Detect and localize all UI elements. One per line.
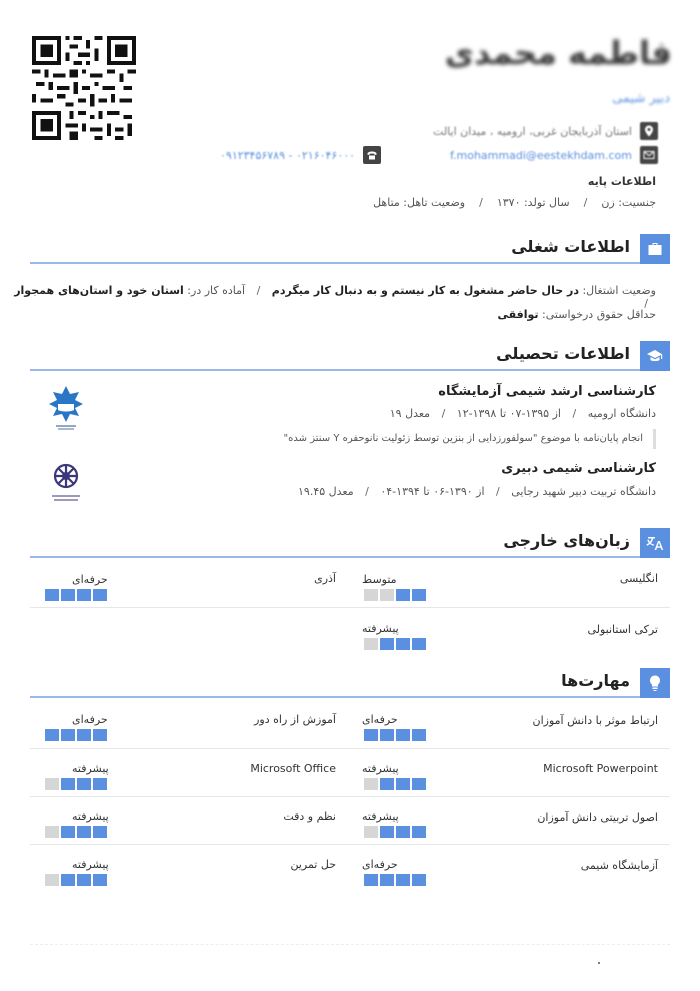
birth-year-text: سال تولد: ۱۳۷۰ xyxy=(496,196,570,209)
phone-text[interactable]: ۰۲۱۶۰۴۶۰۰۰ - ۰۹۱۲۳۴۵۶۷۸۹ xyxy=(220,148,356,162)
skill-level: حرفه‌ای xyxy=(362,858,398,871)
level-square xyxy=(380,874,394,886)
language-level-bars xyxy=(45,589,107,601)
education-meta: دانشگاه ارومیه / از ۱۳۹۵-۰۷ تا ۱۳۹۸-۱۲ / معدل ۱۹ xyxy=(389,407,656,420)
language-name: انگلیسی xyxy=(619,572,658,585)
graduation-cap-icon xyxy=(640,341,670,371)
university-logo xyxy=(44,458,88,506)
thesis-note: انجام پایان‌نامه با موضوع "سولفورزدایی از بنزین توسط زئولیت نانوحفره Y سنتز شده" xyxy=(284,429,656,449)
qr-code xyxy=(32,36,136,140)
language-level: حرفه‌ای xyxy=(72,573,108,586)
language-level-bars xyxy=(364,589,426,601)
level-square xyxy=(412,874,426,886)
education-section-title: اطلاعات تحصیلی xyxy=(496,344,630,363)
level-square xyxy=(380,589,394,601)
skill-name: Microsoft Powerpoint xyxy=(543,762,658,775)
level-square xyxy=(364,589,378,601)
level-square xyxy=(412,778,426,790)
skill-name: حل تمرین xyxy=(290,858,336,871)
level-square xyxy=(77,874,91,886)
skill-name: آزمایشگاه شیمی xyxy=(580,859,658,872)
language-level: پیشرفته xyxy=(362,622,399,635)
briefcase-icon xyxy=(640,234,670,264)
footer-divider xyxy=(30,944,670,945)
skill-level-bars xyxy=(364,778,426,790)
ready-value: استان خود و استان‌های همجوار xyxy=(14,284,184,297)
job-section-title: اطلاعات شغلی xyxy=(511,237,630,256)
language-level-bars xyxy=(364,638,426,650)
level-square xyxy=(77,826,91,838)
skill-level: پیشرفته xyxy=(362,762,399,775)
education-gpa: معدل ۱۹ xyxy=(389,407,431,420)
level-square xyxy=(396,874,410,886)
skill-name: نظم و دقت xyxy=(283,810,336,823)
phone-icon xyxy=(363,146,381,164)
education-degree: کارشناسی شیمی دبیری xyxy=(501,461,656,476)
skill-level: پیشرفته xyxy=(72,810,109,823)
education-section-header xyxy=(30,341,670,371)
level-square xyxy=(77,778,91,790)
skill-level: حرفه‌ای xyxy=(72,713,108,726)
level-square xyxy=(412,826,426,838)
skill-level-bars xyxy=(364,826,426,838)
basic-info-title: اطلاعات پایه xyxy=(587,175,656,188)
job-title: دبیر شیمی xyxy=(612,91,670,106)
level-square xyxy=(61,874,75,886)
language-level: متوسط xyxy=(362,573,397,586)
level-square xyxy=(93,729,107,741)
education-degree: کارشناسی ارشد شیمی آزمایشگاه xyxy=(438,384,656,399)
salary-value: توافقی xyxy=(497,308,539,321)
level-square xyxy=(364,778,378,790)
candidate-name: فاطمه محمدی xyxy=(444,34,672,72)
level-square xyxy=(93,826,107,838)
skill-name: ارتباط موثر با دانش آموزان xyxy=(532,714,658,727)
footer-mark xyxy=(598,962,600,964)
education-period: از ۱۳۹۰-۰۶ تا ۱۳۹۴-۰۴ xyxy=(380,485,485,498)
gender-text: جنسیت: زن xyxy=(601,196,656,209)
education-period: از ۱۳۹۵-۰۷ تا ۱۳۹۸-۱۲ xyxy=(456,407,561,420)
row-divider xyxy=(30,607,670,608)
level-square xyxy=(396,638,410,650)
level-square xyxy=(45,589,59,601)
qr-code-graphic xyxy=(32,36,136,140)
skill-level-bars xyxy=(364,729,426,741)
level-square xyxy=(380,778,394,790)
marital-text: وضعیت تاهل: متاهل xyxy=(373,196,466,209)
level-square xyxy=(396,778,410,790)
row-divider xyxy=(30,844,670,845)
job-status-label: وضعیت اشتغال: xyxy=(582,284,656,297)
level-square xyxy=(364,729,378,741)
salary-line xyxy=(498,308,657,321)
job-section-header xyxy=(30,234,670,264)
level-square xyxy=(45,826,59,838)
level-square xyxy=(61,729,75,741)
lightbulb-icon xyxy=(640,668,670,698)
level-square xyxy=(380,826,394,838)
education-gpa: معدل ۱۹.۴۵ xyxy=(298,485,354,498)
skill-level-bars xyxy=(45,729,107,741)
skill-name: اصول تربیتی دانش آموزان xyxy=(537,811,658,824)
skill-level-bars xyxy=(364,874,426,886)
location-pin-icon xyxy=(640,122,658,140)
skill-level-bars xyxy=(45,874,107,886)
language-name: ترکی استانبولی xyxy=(587,623,658,636)
level-square xyxy=(380,638,394,650)
languages-section-title: زبان‌های خارجی xyxy=(503,531,630,550)
education-university: دانشگاه تربیت دبیر شهید رجایی xyxy=(511,485,656,498)
level-square xyxy=(45,874,59,886)
skill-level: حرفه‌ای xyxy=(362,713,398,726)
job-status-line: وضعیت اشتغال: در حال حاضر مشغول به کار نیستم و به دنبال کار میگردم / آماده کار در: استان خود و استان‌های همجوار / xyxy=(14,284,656,310)
level-square xyxy=(45,729,59,741)
phone-row xyxy=(220,145,381,165)
translate-icon xyxy=(640,528,670,558)
email-link[interactable]: f.mohammadi@eestekhdam.com xyxy=(449,148,632,162)
language-name: آذری xyxy=(314,572,336,585)
skills-section-header xyxy=(30,668,670,698)
languages-section-header xyxy=(30,528,670,558)
ready-label: آماده کار در: xyxy=(187,284,246,297)
level-square xyxy=(93,778,107,790)
level-square xyxy=(364,826,378,838)
address-row xyxy=(433,121,658,141)
skill-level: پیشرفته xyxy=(72,762,109,775)
level-square xyxy=(396,729,410,741)
skills-section-title: مهارت‌ها xyxy=(561,671,630,690)
level-square xyxy=(45,778,59,790)
level-square xyxy=(61,826,75,838)
level-square xyxy=(77,729,91,741)
address-text: استان آذربایجان غربی، ارومیه ، میدان ایالت xyxy=(433,124,632,138)
skill-level: پیشرفته xyxy=(362,810,399,823)
level-square xyxy=(396,826,410,838)
row-divider xyxy=(30,748,670,749)
skill-level-bars xyxy=(45,778,107,790)
education-university: دانشگاه ارومیه xyxy=(587,407,656,420)
level-square xyxy=(77,589,91,601)
envelope-icon xyxy=(640,146,658,164)
job-status-value: در حال حاضر مشغول به کار نیستم و به دنبال کار میگردم xyxy=(271,284,579,297)
level-square xyxy=(364,874,378,886)
salary-label: حداقل حقوق درخواستی: xyxy=(542,308,656,321)
level-square xyxy=(61,589,75,601)
level-square xyxy=(93,874,107,886)
skill-name: Microsoft Office xyxy=(250,762,336,775)
level-square xyxy=(396,589,410,601)
skill-name: آموزش از راه دور xyxy=(254,713,336,726)
skill-level-bars xyxy=(45,826,107,838)
email-row xyxy=(450,145,658,165)
basic-info-line: جنسیت: زن / سال تولد: ۱۳۷۰ / وضعیت تاهل: متاهل xyxy=(373,196,656,209)
skill-level: پیشرفته xyxy=(72,858,109,871)
level-square xyxy=(364,638,378,650)
education-meta: دانشگاه تربیت دبیر شهید رجایی / از ۱۳۹۰-۰۶ تا ۱۳۹۴-۰۴ / معدل ۱۹.۴۵ xyxy=(298,485,656,498)
row-divider xyxy=(30,796,670,797)
level-square xyxy=(93,589,107,601)
level-square xyxy=(380,729,394,741)
level-square xyxy=(412,638,426,650)
level-square xyxy=(61,778,75,790)
university-logo xyxy=(44,384,88,432)
level-square xyxy=(412,589,426,601)
level-square xyxy=(412,729,426,741)
